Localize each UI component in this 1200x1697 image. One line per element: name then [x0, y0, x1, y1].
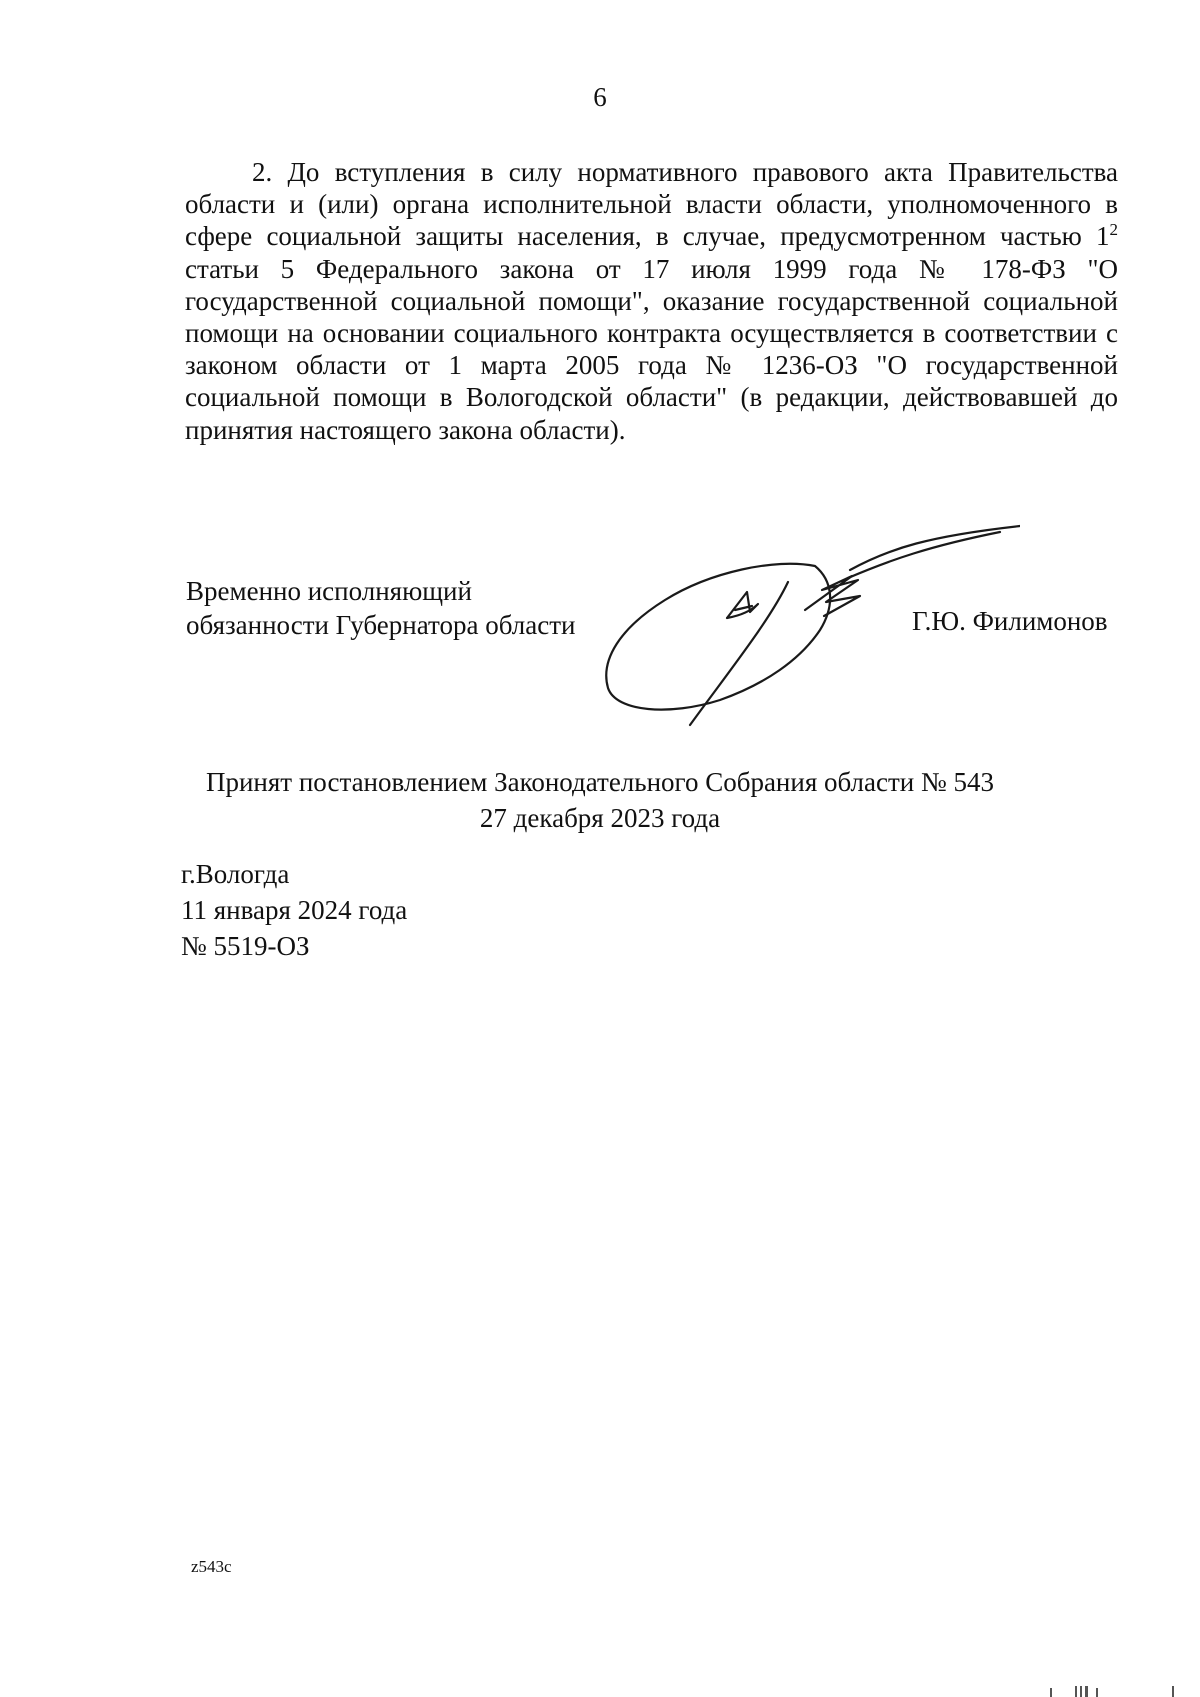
paragraph-superscript: 2 [1109, 220, 1118, 240]
scan-mark [1050, 1688, 1052, 1697]
paragraph-text-rest: статьи 5 Федерального закона от 17 июля 1999 года № 178-ФЗ "О государственной социальной помощи", оказание государственной социальной помощи на основании социального контракта осуществляется в соответствии с законом области от 1 марта 2005 года № 1236-ОЗ "О государственной социальной помощи в Вологодской области" (в редакции, действовавшей до принятия настоящего закона области). [185, 253, 1118, 445]
law-number: № 5519-ОЗ [181, 931, 310, 961]
document-code: z543c [191, 1557, 232, 1576]
adoption-line-2: 27 декабря 2023 года [479, 803, 721, 833]
paragraph-text-main: 2. До вступления в силу нормативного правового акта Правительства области и (или) органа исполнительной власти области, уполномоченного в сфере социальной защиты населения, в случае, предусмотренном частью 1 [185, 157, 1118, 252]
signing-date: 11 января 2024 года [181, 895, 408, 925]
page-number: 6 [593, 82, 607, 112]
body-paragraph [185, 156, 1118, 446]
scan-mark [1096, 1688, 1098, 1697]
scan-mark [1080, 1686, 1082, 1697]
scan-mark [1172, 1686, 1174, 1697]
adoption-line-1: Принят постановлением Законодательного Собрания области № 543 [205, 767, 995, 797]
signer-title-line-2: обязанности Губернатора области [186, 610, 576, 640]
signer-name: Г.Ю. Филимонов [912, 606, 1108, 636]
scan-mark [1075, 1686, 1077, 1697]
signer-title-line-1: Временно исполняющий [186, 576, 472, 606]
place-date-block [181, 856, 407, 964]
city: г.Вологда [181, 859, 290, 889]
signer-title [186, 574, 575, 642]
adoption-note [0, 764, 1200, 836]
scan-mark [1085, 1686, 1088, 1697]
